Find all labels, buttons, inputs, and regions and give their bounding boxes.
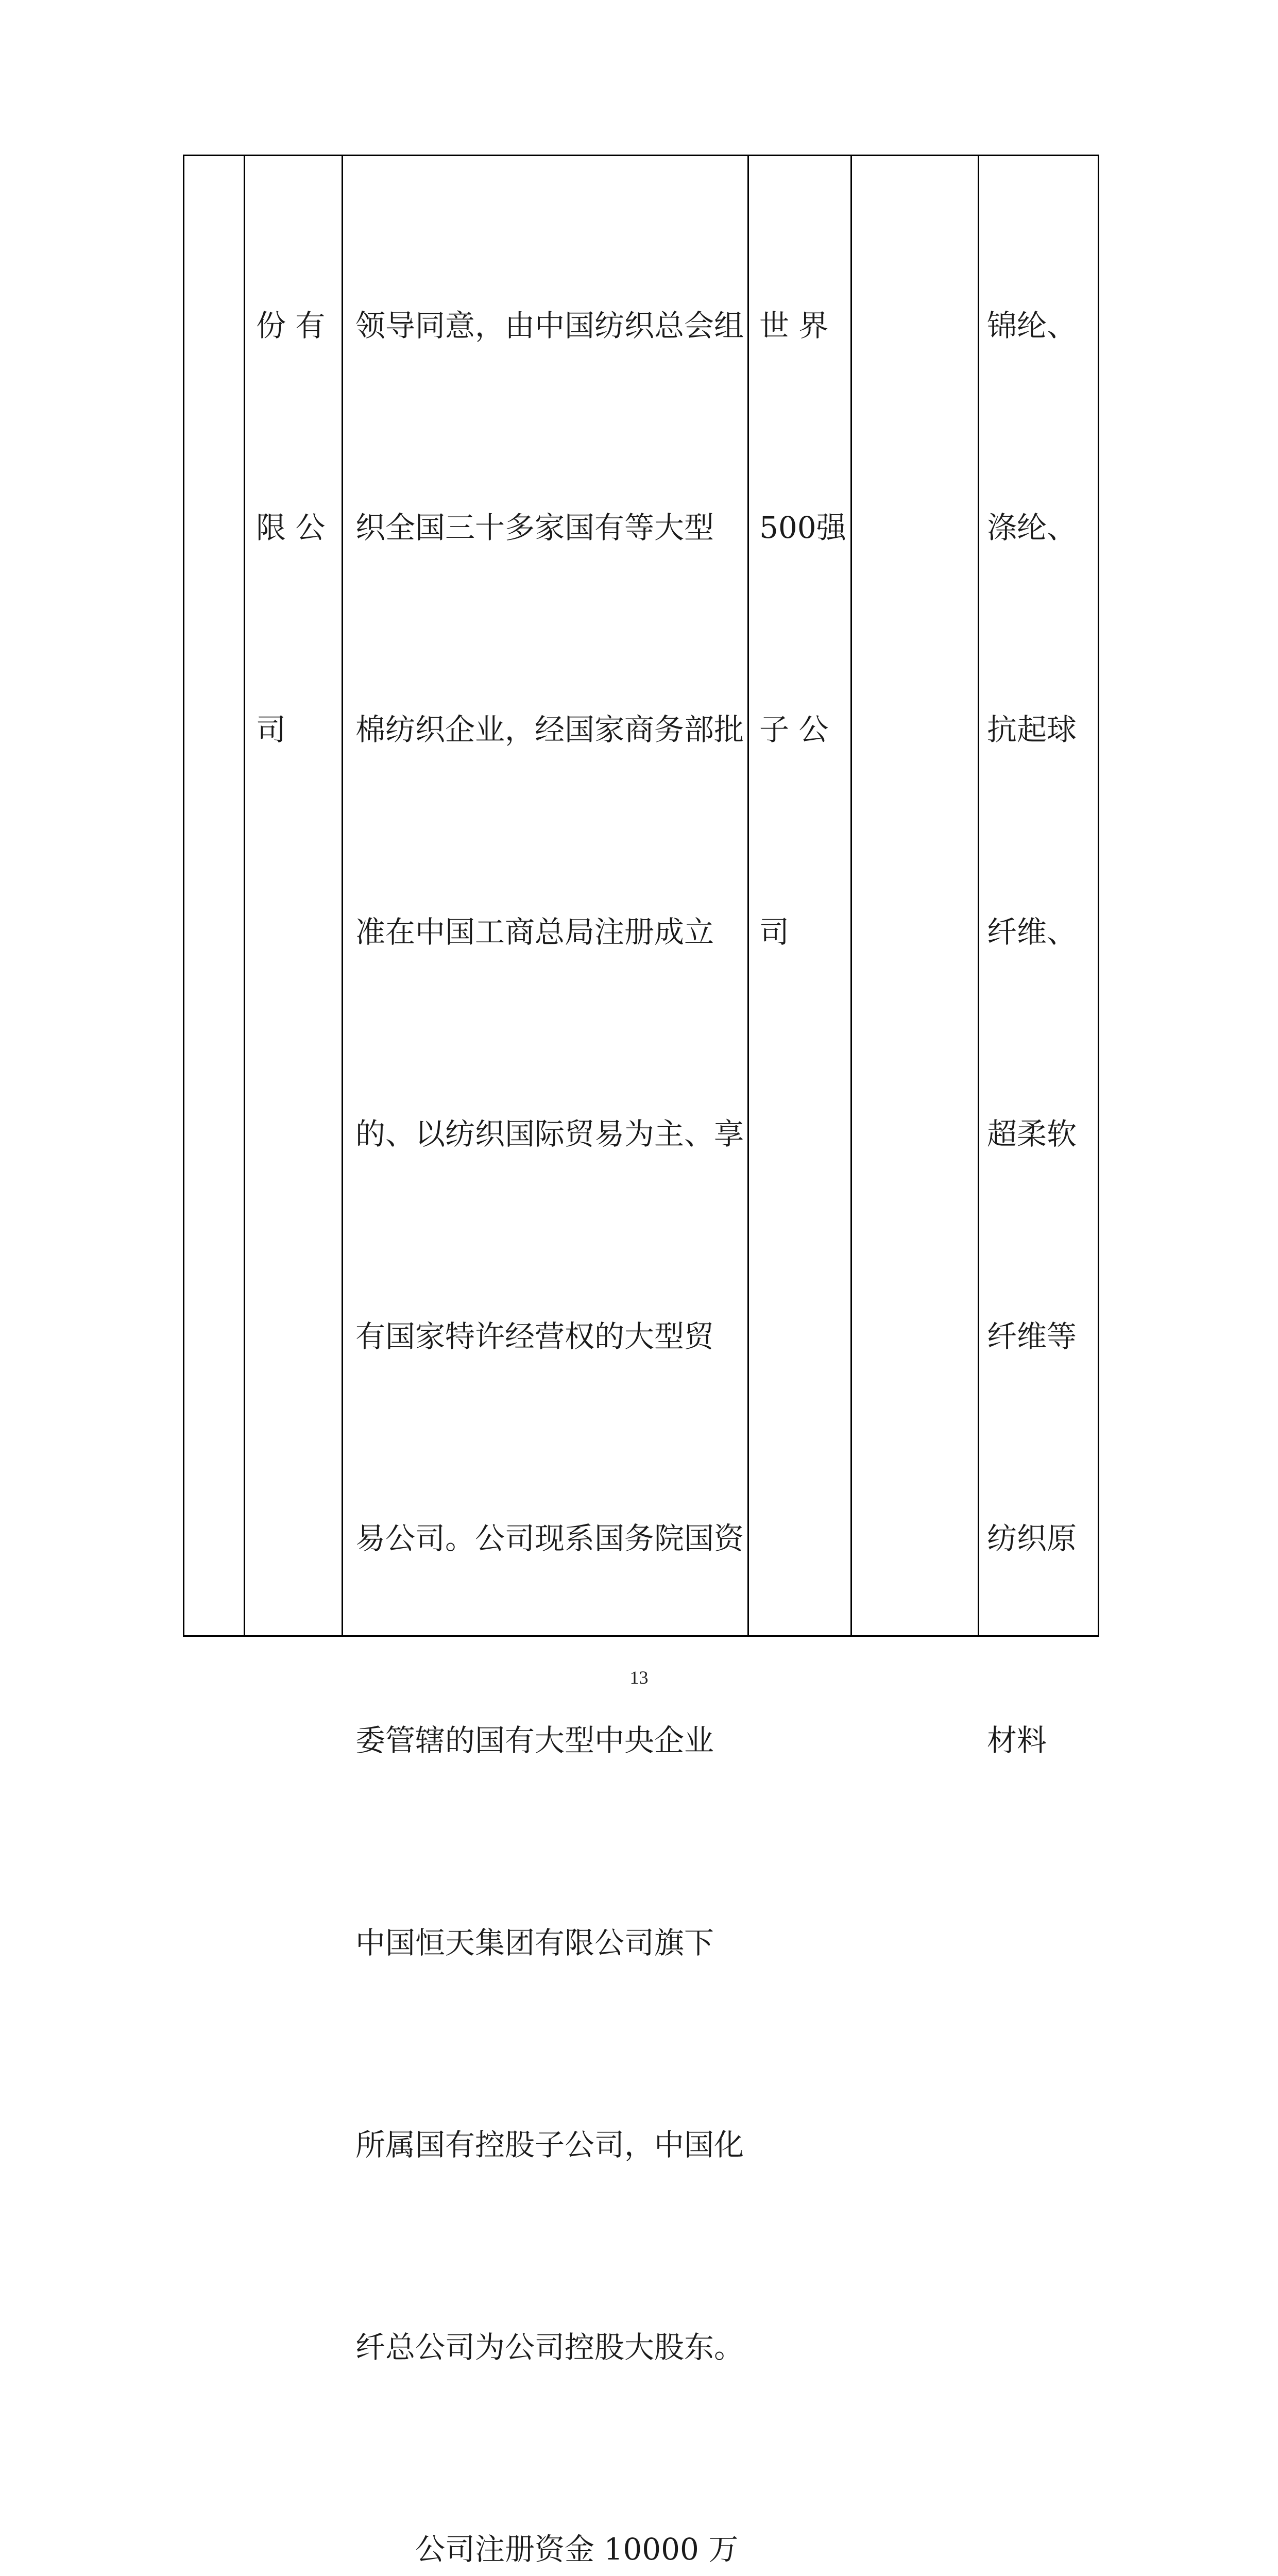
company-name-line: 限 公 — [256, 510, 326, 545]
description-line: 领导同意，由中国纺织总会组 — [355, 308, 744, 343]
description-line: 委管辖的国有大型中央企业 — [355, 1723, 714, 1758]
enterprise-type-line: 世 界 — [759, 308, 829, 343]
products-cell — [987, 157, 1077, 1842]
description-line: 所属国有控股子公司，中国化 — [355, 2127, 744, 2163]
description-line: 准在中国工商总局注册成立 — [355, 914, 714, 950]
description-line: 有国家特许经营权的大型贸 — [355, 1318, 714, 1354]
description-paragraph-start: 公司注册资金 10000 万 — [415, 2531, 739, 2567]
description-line: 织全国三十多家国有等大型 — [355, 510, 714, 545]
products-line: 纤维、 — [987, 914, 1077, 950]
company-name-line: 司 — [256, 712, 286, 748]
description-line: 纤总公司为公司控股大股东。 — [355, 2329, 744, 2365]
column-divider — [244, 156, 245, 1635]
description-line: 中国恒天集团有限公司旗下 — [355, 1925, 714, 1960]
products-line: 纤维等 — [987, 1318, 1077, 1354]
products-line: 超柔软 — [987, 1116, 1077, 1152]
column-divider — [342, 156, 343, 1635]
column-divider — [850, 156, 852, 1635]
products-line: 涤纶、 — [987, 510, 1077, 545]
company-name-line: 份 有 — [256, 308, 326, 343]
description-line: 棉纺织企业，经国家商务部批 — [355, 712, 744, 748]
column-divider — [747, 156, 749, 1635]
products-line: 抗起球 — [987, 712, 1077, 748]
description-line: 的、以纺织国际贸易为主、享 — [355, 1116, 744, 1152]
page-number: 13 — [629, 1667, 649, 1688]
description-cell — [355, 157, 744, 2576]
company-name-cell — [256, 157, 325, 831]
products-line: 纺织原 — [987, 1520, 1077, 1556]
description-line: 易公司。公司现系国务院国资 — [355, 1520, 744, 1556]
products-line: 材料 — [987, 1723, 1047, 1758]
column-divider — [978, 156, 979, 1635]
enterprise-type-cell — [759, 157, 846, 1033]
products-line: 锦纶、 — [987, 308, 1077, 343]
enterprise-type-line: 司 — [759, 914, 790, 950]
enterprise-type-line: 500强 — [759, 510, 846, 545]
enterprise-type-line: 子 公 — [759, 712, 829, 748]
